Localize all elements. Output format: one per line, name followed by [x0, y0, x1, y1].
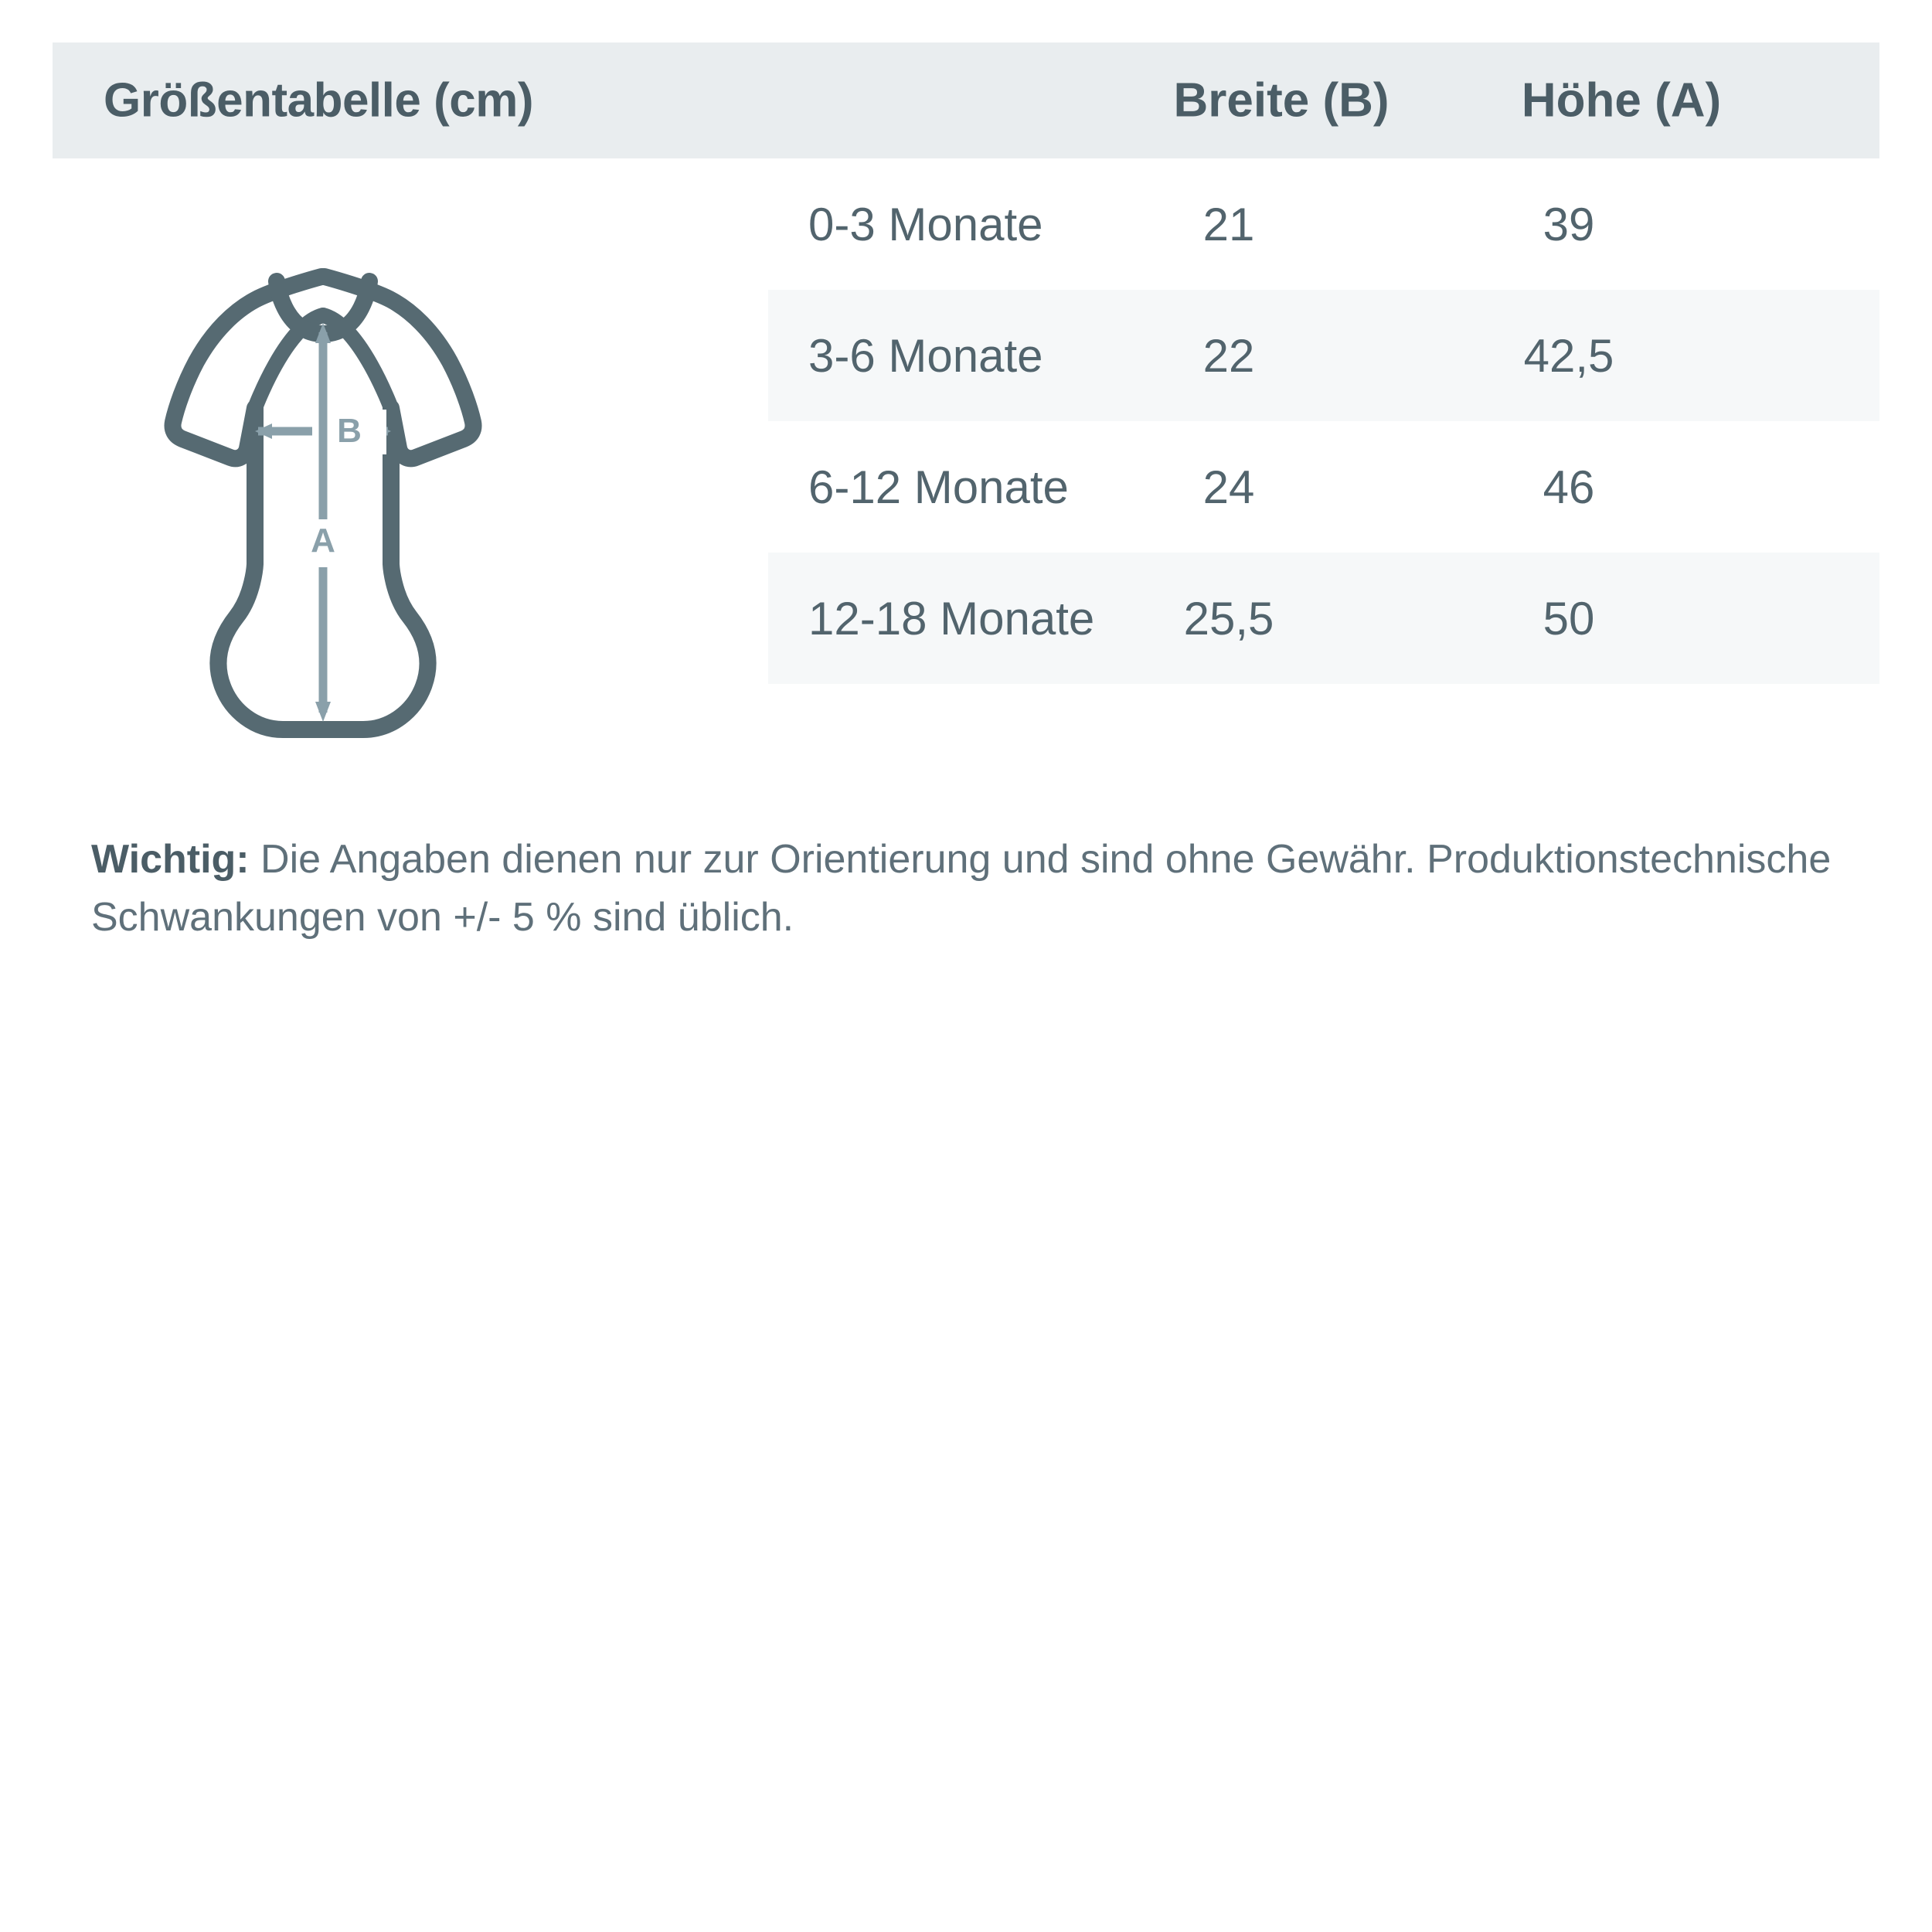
cell-height: 39 — [1543, 198, 1595, 250]
cell-width: 25,5 — [1183, 592, 1274, 645]
cell-width: 21 — [1202, 198, 1255, 250]
footnote-lead: Wichtig: — [91, 837, 250, 882]
cell-height: 46 — [1543, 461, 1595, 513]
cell-height: 50 — [1543, 592, 1595, 645]
cell-size: 3-6 Monate — [808, 329, 1043, 382]
footnote-text: Die Angaben dienen nur zur Orientierung und sind ohne Gewähr. Produktionstechnische Schwankungen von +/- 5 % sind üblich. — [91, 837, 1832, 940]
cell-size: 12-18 Monate — [808, 592, 1095, 645]
table-row — [768, 158, 1879, 290]
footnote — [91, 831, 1853, 947]
baby-bodysuit-icon — [139, 232, 680, 773]
table-row — [768, 553, 1879, 684]
cell-size: 6-12 Monate — [808, 461, 1069, 513]
table-row — [768, 421, 1879, 553]
cell-width: 22 — [1202, 329, 1255, 382]
svg-text:A: A — [311, 522, 335, 560]
svg-text:B: B — [337, 412, 362, 450]
page-title: Größentabelle (cm) — [104, 73, 533, 128]
table-header — [53, 43, 1879, 158]
cell-size: 0-3 Monate — [808, 198, 1043, 250]
column-header-width: Breite (B) — [1173, 73, 1389, 128]
table-row — [768, 290, 1879, 421]
cell-width: 24 — [1202, 461, 1255, 513]
size-table — [768, 158, 1879, 684]
cell-height: 42,5 — [1523, 329, 1614, 382]
column-header-height: Höhe (A) — [1521, 73, 1722, 128]
